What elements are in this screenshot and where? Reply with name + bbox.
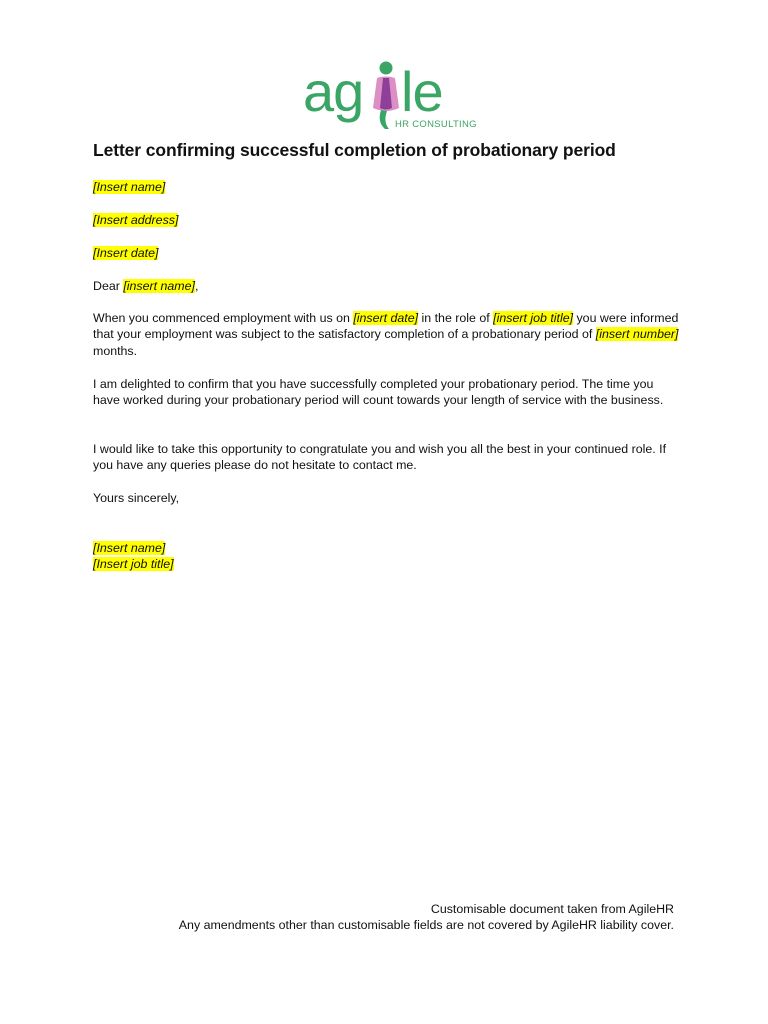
letter-date-field <box>93 245 683 261</box>
paragraph-text: you were informed that your employment was subject to the satisfactory completion of a probationary period of <box>93 311 679 342</box>
paragraph-employment <box>93 310 683 359</box>
paragraph-congratulations: I would like to take this opportunity to congratulate you and wish you all the best in your continued role. If you have any queries please do not hesitate to contact me. <box>93 442 667 473</box>
placeholder-highlight: [insert date] <box>353 311 419 325</box>
placeholder-highlight: [Insert job title] <box>93 557 174 571</box>
signature-job-title <box>93 556 683 572</box>
logo-wordmark-left: ag <box>303 60 364 123</box>
salutation <box>93 278 683 294</box>
paragraph-confirmation: I am delighted to confirm that you have successfully completed your probationary period. The time you have worked during your probationary period will count towards your length of service with the business. <box>93 377 664 408</box>
letter-title: Letter confirming successful completion of probationary period <box>93 140 616 160</box>
logo-wordmark-right: le <box>401 60 443 123</box>
paragraph-text: in the role of <box>418 311 494 325</box>
placeholder-highlight: [insert number] <box>595 327 679 342</box>
paragraph-text: months. <box>93 343 138 358</box>
logo-figure-head <box>380 62 393 75</box>
placeholder-highlight: [Insert address] <box>93 213 179 227</box>
salutation-prefix: Dear <box>93 279 124 293</box>
recipient-name-field <box>93 179 683 195</box>
closing-line: Yours sincerely, <box>93 491 180 505</box>
logo-tagline: HR CONSULTING <box>395 119 477 130</box>
footer-liability-note: Any amendments other than customisable fields are not covered by AgileHR liability cover. <box>178 918 674 932</box>
agile-hr-logo <box>303 56 477 134</box>
salutation-suffix: , <box>194 279 199 293</box>
paragraph-text: When you commenced employment with us on <box>93 311 354 325</box>
placeholder-highlight: [insert job title] <box>493 311 574 325</box>
placeholder-highlight: [Insert name] <box>93 180 166 194</box>
placeholder-highlight: [insert name] <box>123 279 195 293</box>
footer-source-note: Customisable document taken from AgileHR <box>430 902 674 916</box>
placeholder-highlight: [Insert name] <box>93 541 166 555</box>
recipient-address-field <box>93 212 683 228</box>
logo-figure-leg <box>380 110 389 129</box>
signature-name <box>93 540 683 556</box>
placeholder-highlight: [Insert date] <box>93 246 159 260</box>
